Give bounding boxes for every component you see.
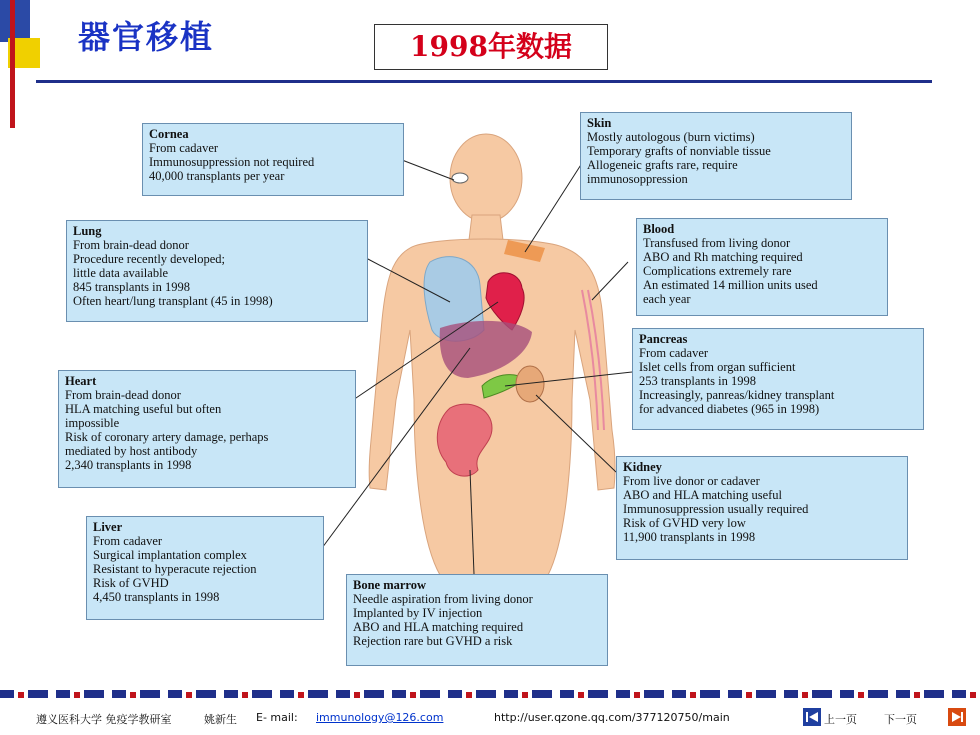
kidney-title: Kidney (623, 460, 662, 474)
bone-marrow-line: Rejection rare but GVHD a risk (353, 634, 513, 648)
pancreas-line: From cadaver (639, 346, 709, 360)
data-year-label: 1998年数据 (374, 24, 608, 70)
heart-line: impossible (65, 416, 120, 430)
next-arrow-icon[interactable] (948, 708, 966, 726)
kidney-line: From live donor or cadaver (623, 474, 760, 488)
lung-line: Procedure recently developed; (73, 252, 226, 266)
lung-line: 845 transplants in 1998 (73, 280, 191, 294)
kidney-line: Immunosuppression usually required (623, 502, 809, 516)
blood-line: ABO and Rh matching required (643, 250, 803, 264)
heart-line: 2,340 transplants in 1998 (65, 458, 192, 472)
liver-line: Surgical implantation complex (93, 548, 247, 562)
bone-marrow-info-box (346, 574, 608, 666)
bone-marrow-line: Needle aspiration from living donor (353, 592, 533, 606)
footer-url[interactable]: http://user.qzone.qq.com/377120750/main (494, 711, 730, 724)
skin-line: Allogeneic grafts rare, require (587, 158, 738, 172)
bone-marrow-line: Implanted by IV injection (353, 606, 483, 620)
heart-line: HLA matching useful but often (65, 402, 222, 416)
cornea-title: Cornea (149, 127, 189, 141)
footer-org: 遵义医科大学 免疫学教研室 (36, 713, 172, 726)
pancreas-line: for advanced diabetes (965 in 1998) (639, 402, 820, 416)
cornea-info-box (142, 123, 404, 196)
blood-line: An estimated 14 million units used (643, 278, 818, 292)
skin-line: immunosoppression (587, 172, 688, 186)
lung-line: little data available (73, 266, 169, 280)
footer-author: 姚新生 (204, 713, 237, 726)
next-page-link[interactable]: 下一页 (884, 713, 917, 726)
heart-line: mediated by host antibody (65, 444, 198, 458)
liver-line: Resistant to hyperacute rejection (93, 562, 257, 576)
liver-info-box (86, 516, 324, 620)
footer-email-label: E- mail: (256, 711, 298, 724)
blood-info-box (636, 218, 888, 316)
heart-line: From brain-dead donor (65, 388, 181, 402)
kidney-line: ABO and HLA matching useful (623, 488, 783, 502)
skin-info-box (580, 112, 852, 200)
prev-page-link[interactable]: 上一页 (824, 713, 857, 726)
lung-info-box (66, 220, 368, 322)
page-title: 器官移植 (78, 18, 215, 56)
liver-line: Risk of GVHD (93, 576, 169, 590)
heart-line: Risk of coronary artery damage, perhaps (65, 430, 269, 444)
liver-line: 4,450 transplants in 1998 (93, 590, 220, 604)
blood-title: Blood (643, 222, 675, 236)
bone-marrow-title: Bone marrow (353, 578, 427, 592)
kidney-line: Risk of GVHD very low (623, 516, 746, 530)
bone-marrow-line: ABO and HLA matching required (353, 620, 524, 634)
kidney-info-box (616, 456, 908, 560)
heart-title: Heart (65, 374, 97, 388)
kidney-line: 11,900 transplants in 1998 (623, 530, 756, 544)
blood-line: Complications extremely rare (643, 264, 792, 278)
cornea-line: 40,000 transplants per year (149, 169, 285, 183)
pancreas-line: 253 transplants in 1998 (639, 374, 757, 388)
blood-line: each year (643, 292, 691, 306)
skin-line: Mostly autologous (burn victims) (587, 130, 755, 144)
liver-line: From cadaver (93, 534, 163, 548)
pancreas-line: Increasingly, panreas/kidney transplant (639, 388, 835, 402)
liver-title: Liver (93, 520, 123, 534)
skin-title: Skin (587, 116, 612, 130)
pancreas-info-box (632, 328, 924, 430)
pancreas-line: Islet cells from organ sufficient (639, 360, 796, 374)
footer-decoration-bar (0, 690, 980, 698)
eye-cornea (452, 173, 468, 183)
skin-line: Temporary grafts of nonviable tissue (587, 144, 771, 158)
prev-arrow-icon[interactable] (803, 708, 821, 726)
lung-line: Often heart/lung transplant (45 in 1998) (73, 294, 273, 308)
lung-title: Lung (73, 224, 102, 238)
pancreas-title: Pancreas (639, 332, 688, 346)
heart-info-box (58, 370, 356, 488)
lung-line: From brain-dead donor (73, 238, 189, 252)
cornea-line: Immunosuppression not required (149, 155, 315, 169)
cornea-line: From cadaver (149, 141, 219, 155)
blood-line: Transfused from living donor (643, 236, 791, 250)
footer (0, 708, 980, 732)
footer-email-link[interactable]: immunology@126.com (316, 711, 444, 724)
